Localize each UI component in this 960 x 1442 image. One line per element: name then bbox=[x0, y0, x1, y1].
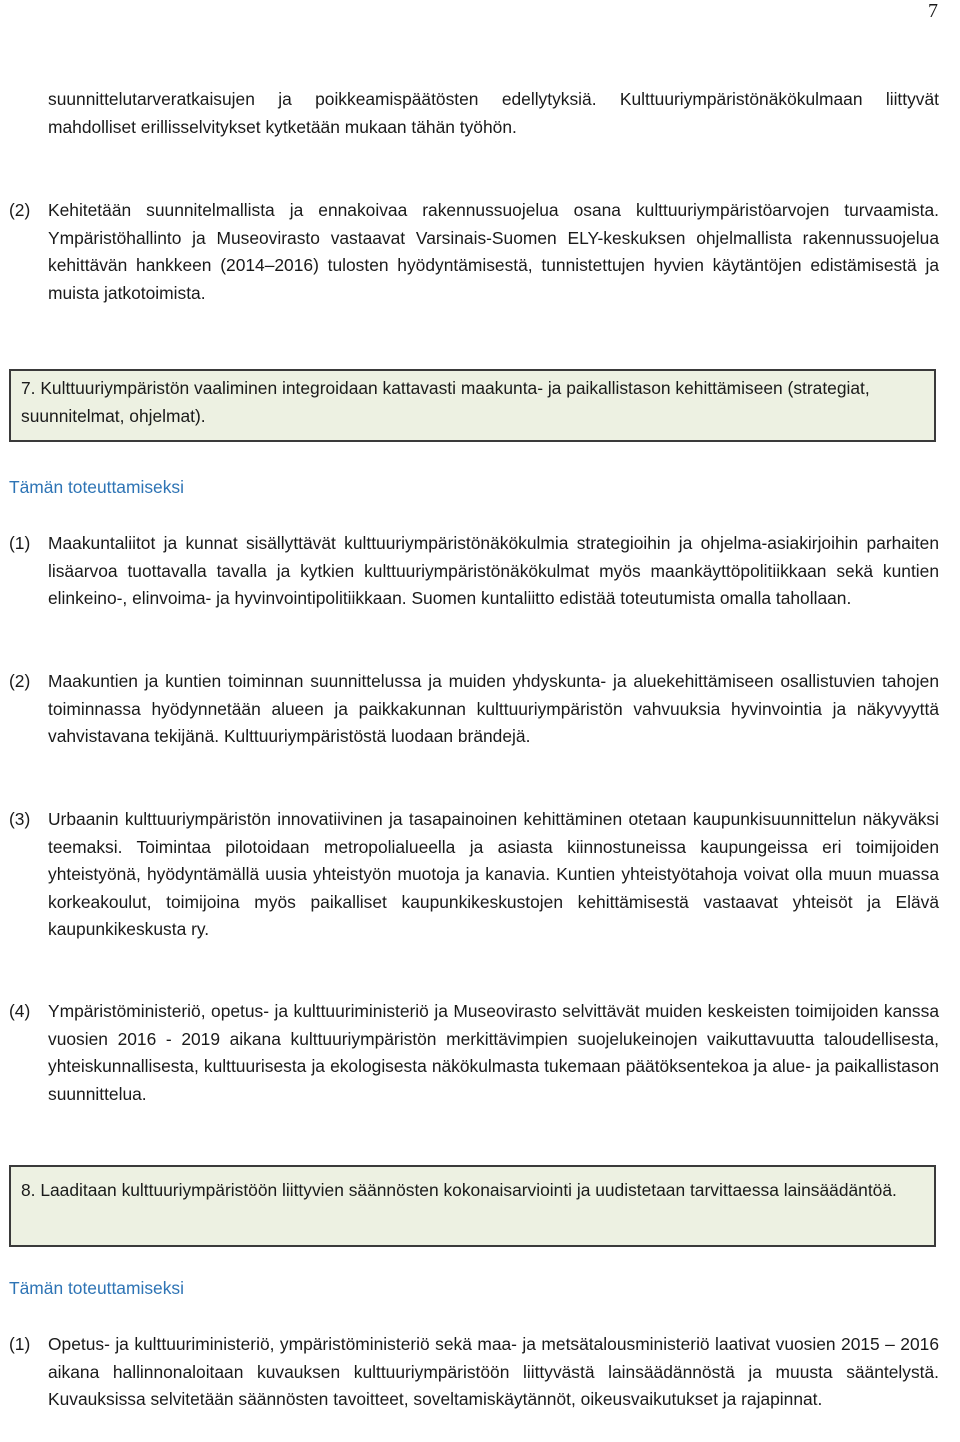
section-7-item-1 bbox=[9, 530, 939, 613]
list-text: Ympäristöministeriö, opetus- ja kulttuuriministeriö ja Museovirasto selvittävät muiden keskeisten toimijoiden kanssa vuosien 2016 - 2019 aikana kulttuuriympäristön merkittävimpien suojelukeinojen vaikuttavuutta taloudellisesta, yhteiskunnallisesta, kulttuurisesta ja ekologisesta näkökulmasta tukemaan päätöksentekoa ja alue- ja paikallistason suunnittelua. bbox=[48, 1001, 939, 1104]
section-7-item-3 bbox=[9, 806, 939, 944]
goal-7-box bbox=[9, 369, 936, 442]
goal-8-box bbox=[9, 1165, 936, 1247]
goal-7-text: 7. Kulttuuriympäristön vaaliminen integroidaan kattavasti maakunta- ja paikallistason kehittämiseen (strategiat, suunnitelmat, ohjelmat). bbox=[21, 378, 870, 426]
list-number: (3) bbox=[9, 809, 31, 829]
continued-paragraph: suunnittelutarveratkaisujen ja poikkeamispäätösten edellytyksiä. Kulttuuriympäristönäkökulmaan liittyvät mahdolliset erillisselvitykset kytketään mukaan tähän työhön. bbox=[48, 89, 939, 137]
list-number: (4) bbox=[9, 1001, 31, 1021]
list-number: (1) bbox=[9, 533, 31, 553]
section-8-item-1 bbox=[9, 1331, 939, 1414]
list-number: (2) bbox=[9, 200, 31, 220]
section-7-item-4 bbox=[9, 998, 939, 1108]
goal-8-text: 8. Laaditaan kulttuuriympäristöön liittyvien säännösten kokonaisarviointi ja uudistetaan tarvittaessa lainsäädäntöä. bbox=[21, 1180, 897, 1200]
section-7-item-2 bbox=[9, 668, 939, 751]
top-list-item-2 bbox=[9, 197, 939, 307]
section-8-heading: Tämän toteuttamiseksi bbox=[9, 1278, 184, 1298]
list-text: Urbaanin kulttuuriympäristön innovatiivinen ja tasapainoinen kehittäminen otetaan kaupunkisuunnittelun näkyväksi teemaksi. Toimintaa pilotoidaan metropolialueella ja asiasta kiinnostuneissa kaupungeissa eri toimijoiden yhteistyönä, hyödyntämällä uusia yhteistyön muotoja ja kanavia. Kuntien yhteistyötahoja voivat olla muun muassa korkeakoulut, toimijoina myös paikalliset kaupunkikeskustojen kehittämisestä vastaavat yhteisöt ja Elävä kaupunkikeskusta ry. bbox=[48, 809, 939, 940]
page-number: 7 bbox=[928, 0, 938, 22]
section-7-heading: Tämän toteuttamiseksi bbox=[9, 477, 184, 497]
list-number: (1) bbox=[9, 1334, 31, 1354]
list-number: (2) bbox=[9, 671, 31, 691]
list-text: Maakuntien ja kuntien toiminnan suunnittelussa ja muiden yhdyskunta- ja aluekehittämiseen osallistuvien tahojen toiminnassa hyödynnetään alueen ja paikkakunnan kulttuuriympäristön vahvuuksia hyvinvointia ja näkyvyyttä vahvistavana tekijänä. Kulttuuriympäristöstä luodaan brändejä. bbox=[48, 671, 939, 747]
list-text: Opetus- ja kulttuuriministeriö, ympäristöministeriö sekä maa- ja metsätalousministeriö laativat vuosien 2015 – 2016 aikana hallinnonaloitaan kuvauksen kulttuuriympäristöön liittyvästä lainsäädännöstä ja muusta sääntelystä. Kuvauksissa selvitetään säännösten tavoitteet, soveltamiskäytännöt, oikeusvaikutukset ja rajapinnat. bbox=[48, 1334, 939, 1410]
list-text: Kehitetään suunnitelmallista ja ennakoivaa rakennussuojelua osana kulttuuriympäristöarvojen turvaamista. Ympäristöhallinto ja Museovirasto vastaavat Varsinais-Suomen ELY-keskuksen ohjelmallista rakennussuojelua kehittävän hankkeen (2014–2016) tulosten hyödyntämisestä, tunnistettujen hyvien käytäntöjen edistämisestä ja muista jatkotoimista. bbox=[48, 200, 939, 303]
list-text: Maakuntaliitot ja kunnat sisällyttävät kulttuuriympäristönäkökulmia strategioihin ja ohjelma-asiakirjoihin parhaiten lisäarvoa tuottavalla tavalla ja kytkien kulttuuriympäristönäkökulmat myös maankäyttöpolitiikkaan sekä kuntien elinkeino-, elinvoima- ja hyvinvointipolitiikkaan. Suomen kuntaliitto edistää toteutumista omalla tahollaan. bbox=[48, 533, 939, 609]
